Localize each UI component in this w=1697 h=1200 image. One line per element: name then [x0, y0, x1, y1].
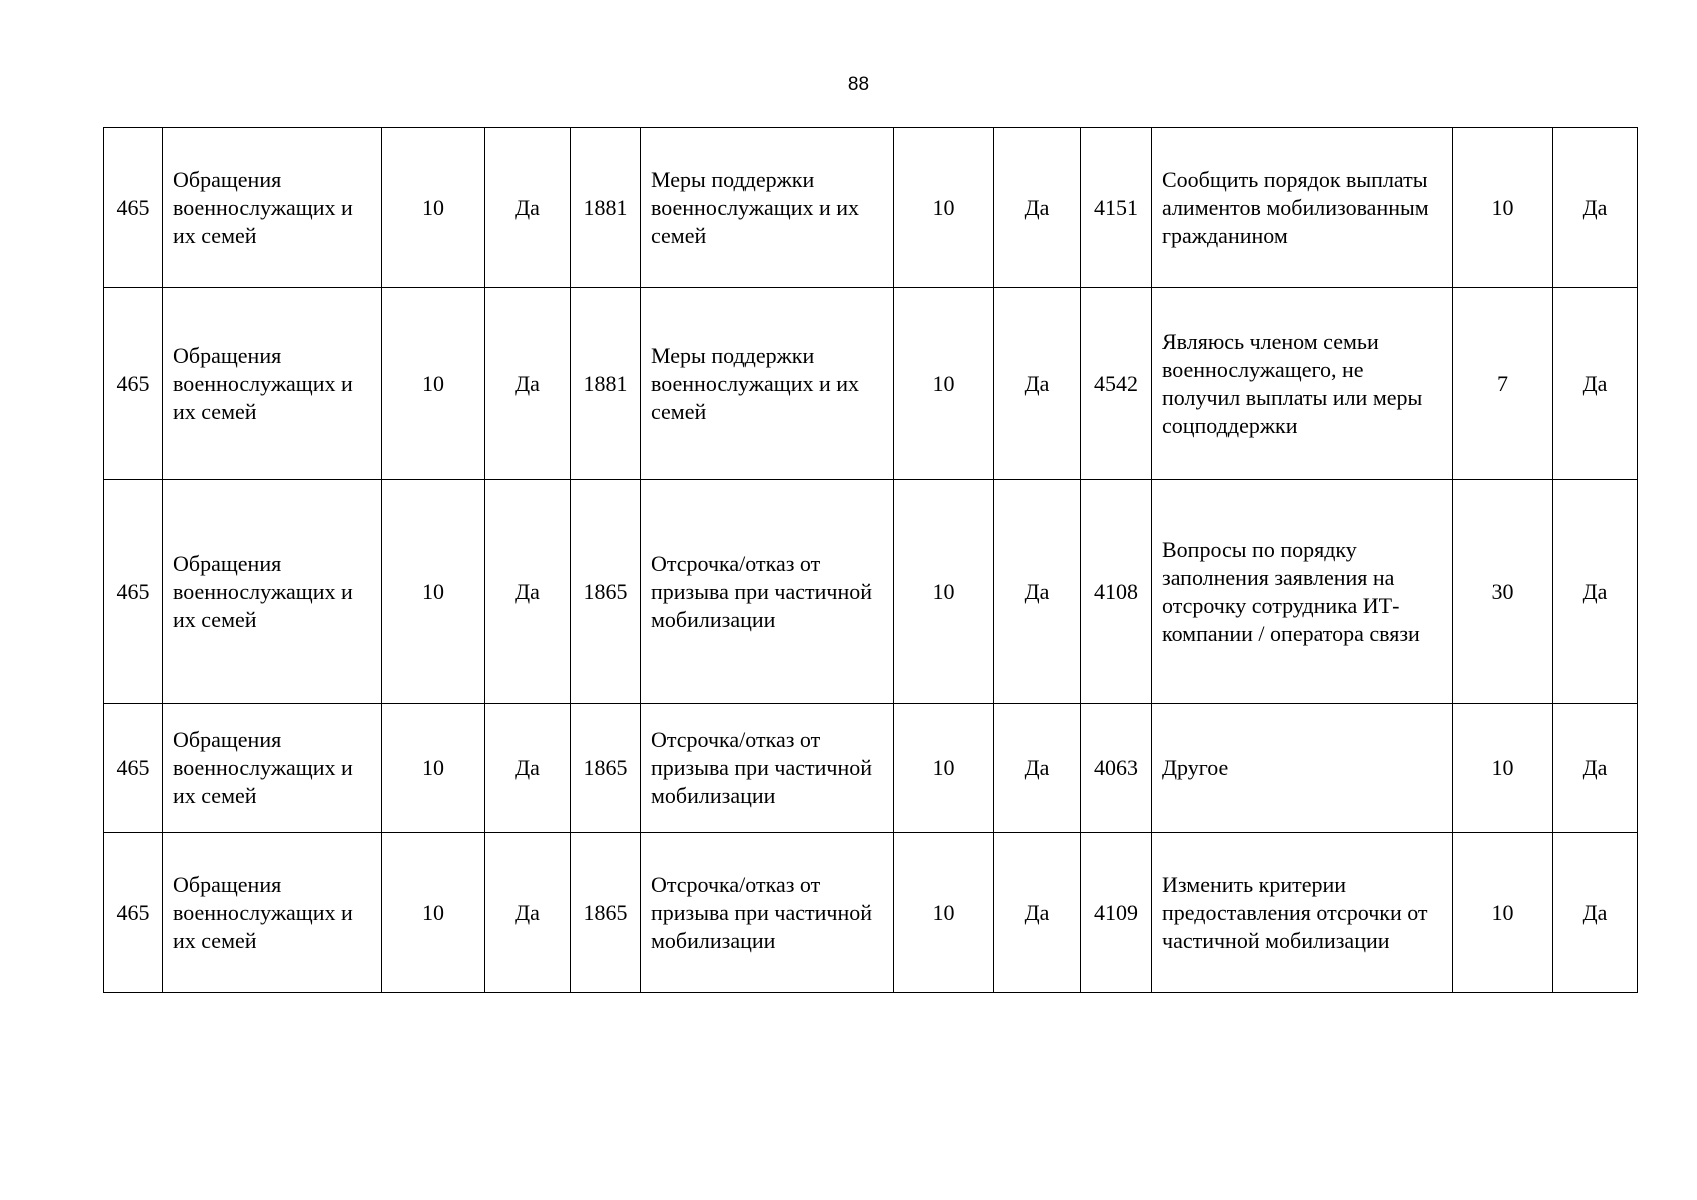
cell-code: 465: [104, 480, 163, 704]
cell-code: 4151: [1081, 128, 1152, 288]
cell-category: Обращения военнослужащих и их семей: [163, 480, 382, 704]
cell-code: 4109: [1081, 833, 1152, 993]
cell-subcategory: Меры поддержки военнослужащих и их семей: [641, 128, 894, 288]
cell-category: Обращения военнослужащих и их семей: [163, 704, 382, 833]
cell-flag: Да: [1553, 833, 1638, 993]
cell-topic: Являюсь членом семьи военнослужащего, не получил выплаты или меры соцподдержки: [1152, 288, 1453, 480]
cell-flag: Да: [994, 128, 1081, 288]
cell-code: 4063: [1081, 704, 1152, 833]
table-row: [104, 288, 1638, 480]
cell-flag: Да: [485, 480, 571, 704]
table-row: [104, 480, 1638, 704]
cell-code: 1881: [571, 288, 641, 480]
cell-topic: Сообщить порядок выплаты алиментов мобилизованным гражданином: [1152, 128, 1453, 288]
cell-flag: Да: [1553, 128, 1638, 288]
cell-days: 10: [382, 833, 485, 993]
cell-subcategory: Отсрочка/отказ от призыва при частичной мобилизации: [641, 833, 894, 993]
cell-subcategory: Отсрочка/отказ от призыва при частичной мобилизации: [641, 704, 894, 833]
cell-code: 1865: [571, 480, 641, 704]
cell-days: 7: [1453, 288, 1553, 480]
table-row: [104, 704, 1638, 833]
table-row: [104, 128, 1638, 288]
cell-subcategory: Меры поддержки военнослужащих и их семей: [641, 288, 894, 480]
cell-topic: Вопросы по порядку заполнения заявления на отсрочку сотрудника ИТ-компании / оператора связи: [1152, 480, 1453, 704]
cell-subcategory: Отсрочка/отказ от призыва при частичной мобилизации: [641, 480, 894, 704]
cell-flag: Да: [994, 288, 1081, 480]
cell-flag: Да: [1553, 288, 1638, 480]
cell-code: 1865: [571, 833, 641, 993]
cell-flag: Да: [994, 833, 1081, 993]
table-row: [104, 833, 1638, 993]
cell-code: 465: [104, 288, 163, 480]
cell-days: 10: [1453, 833, 1553, 993]
cell-flag: Да: [485, 704, 571, 833]
cell-days: 10: [894, 128, 994, 288]
cell-code: 1865: [571, 704, 641, 833]
cell-days: 10: [894, 704, 994, 833]
cell-flag: Да: [1553, 480, 1638, 704]
cell-category: Обращения военнослужащих и их семей: [163, 128, 382, 288]
cell-code: 465: [104, 704, 163, 833]
cell-topic: Другое: [1152, 704, 1453, 833]
cell-days: 10: [382, 128, 485, 288]
cell-topic: Изменить критерии предоставления отсрочки от частичной мобилизации: [1152, 833, 1453, 993]
cell-days: 10: [894, 288, 994, 480]
cell-code: 4542: [1081, 288, 1152, 480]
cell-days: 10: [894, 480, 994, 704]
cell-code: 465: [104, 833, 163, 993]
cell-days: 10: [382, 288, 485, 480]
cell-code: 1881: [571, 128, 641, 288]
cell-category: Обращения военнослужащих и их семей: [163, 833, 382, 993]
cell-days: 10: [1453, 704, 1553, 833]
cell-days: 10: [1453, 128, 1553, 288]
cell-flag: Да: [994, 704, 1081, 833]
cell-days: 10: [382, 704, 485, 833]
cell-flag: Да: [994, 480, 1081, 704]
page-number: 88: [847, 74, 870, 95]
data-table: [103, 127, 1638, 993]
cell-days: 10: [382, 480, 485, 704]
cell-flag: Да: [1553, 704, 1638, 833]
cell-code: 4108: [1081, 480, 1152, 704]
cell-flag: Да: [485, 128, 571, 288]
cell-code: 465: [104, 128, 163, 288]
cell-days: 10: [894, 833, 994, 993]
cell-days: 30: [1453, 480, 1553, 704]
cell-flag: Да: [485, 833, 571, 993]
cell-flag: Да: [485, 288, 571, 480]
cell-category: Обращения военнослужащих и их семей: [163, 288, 382, 480]
